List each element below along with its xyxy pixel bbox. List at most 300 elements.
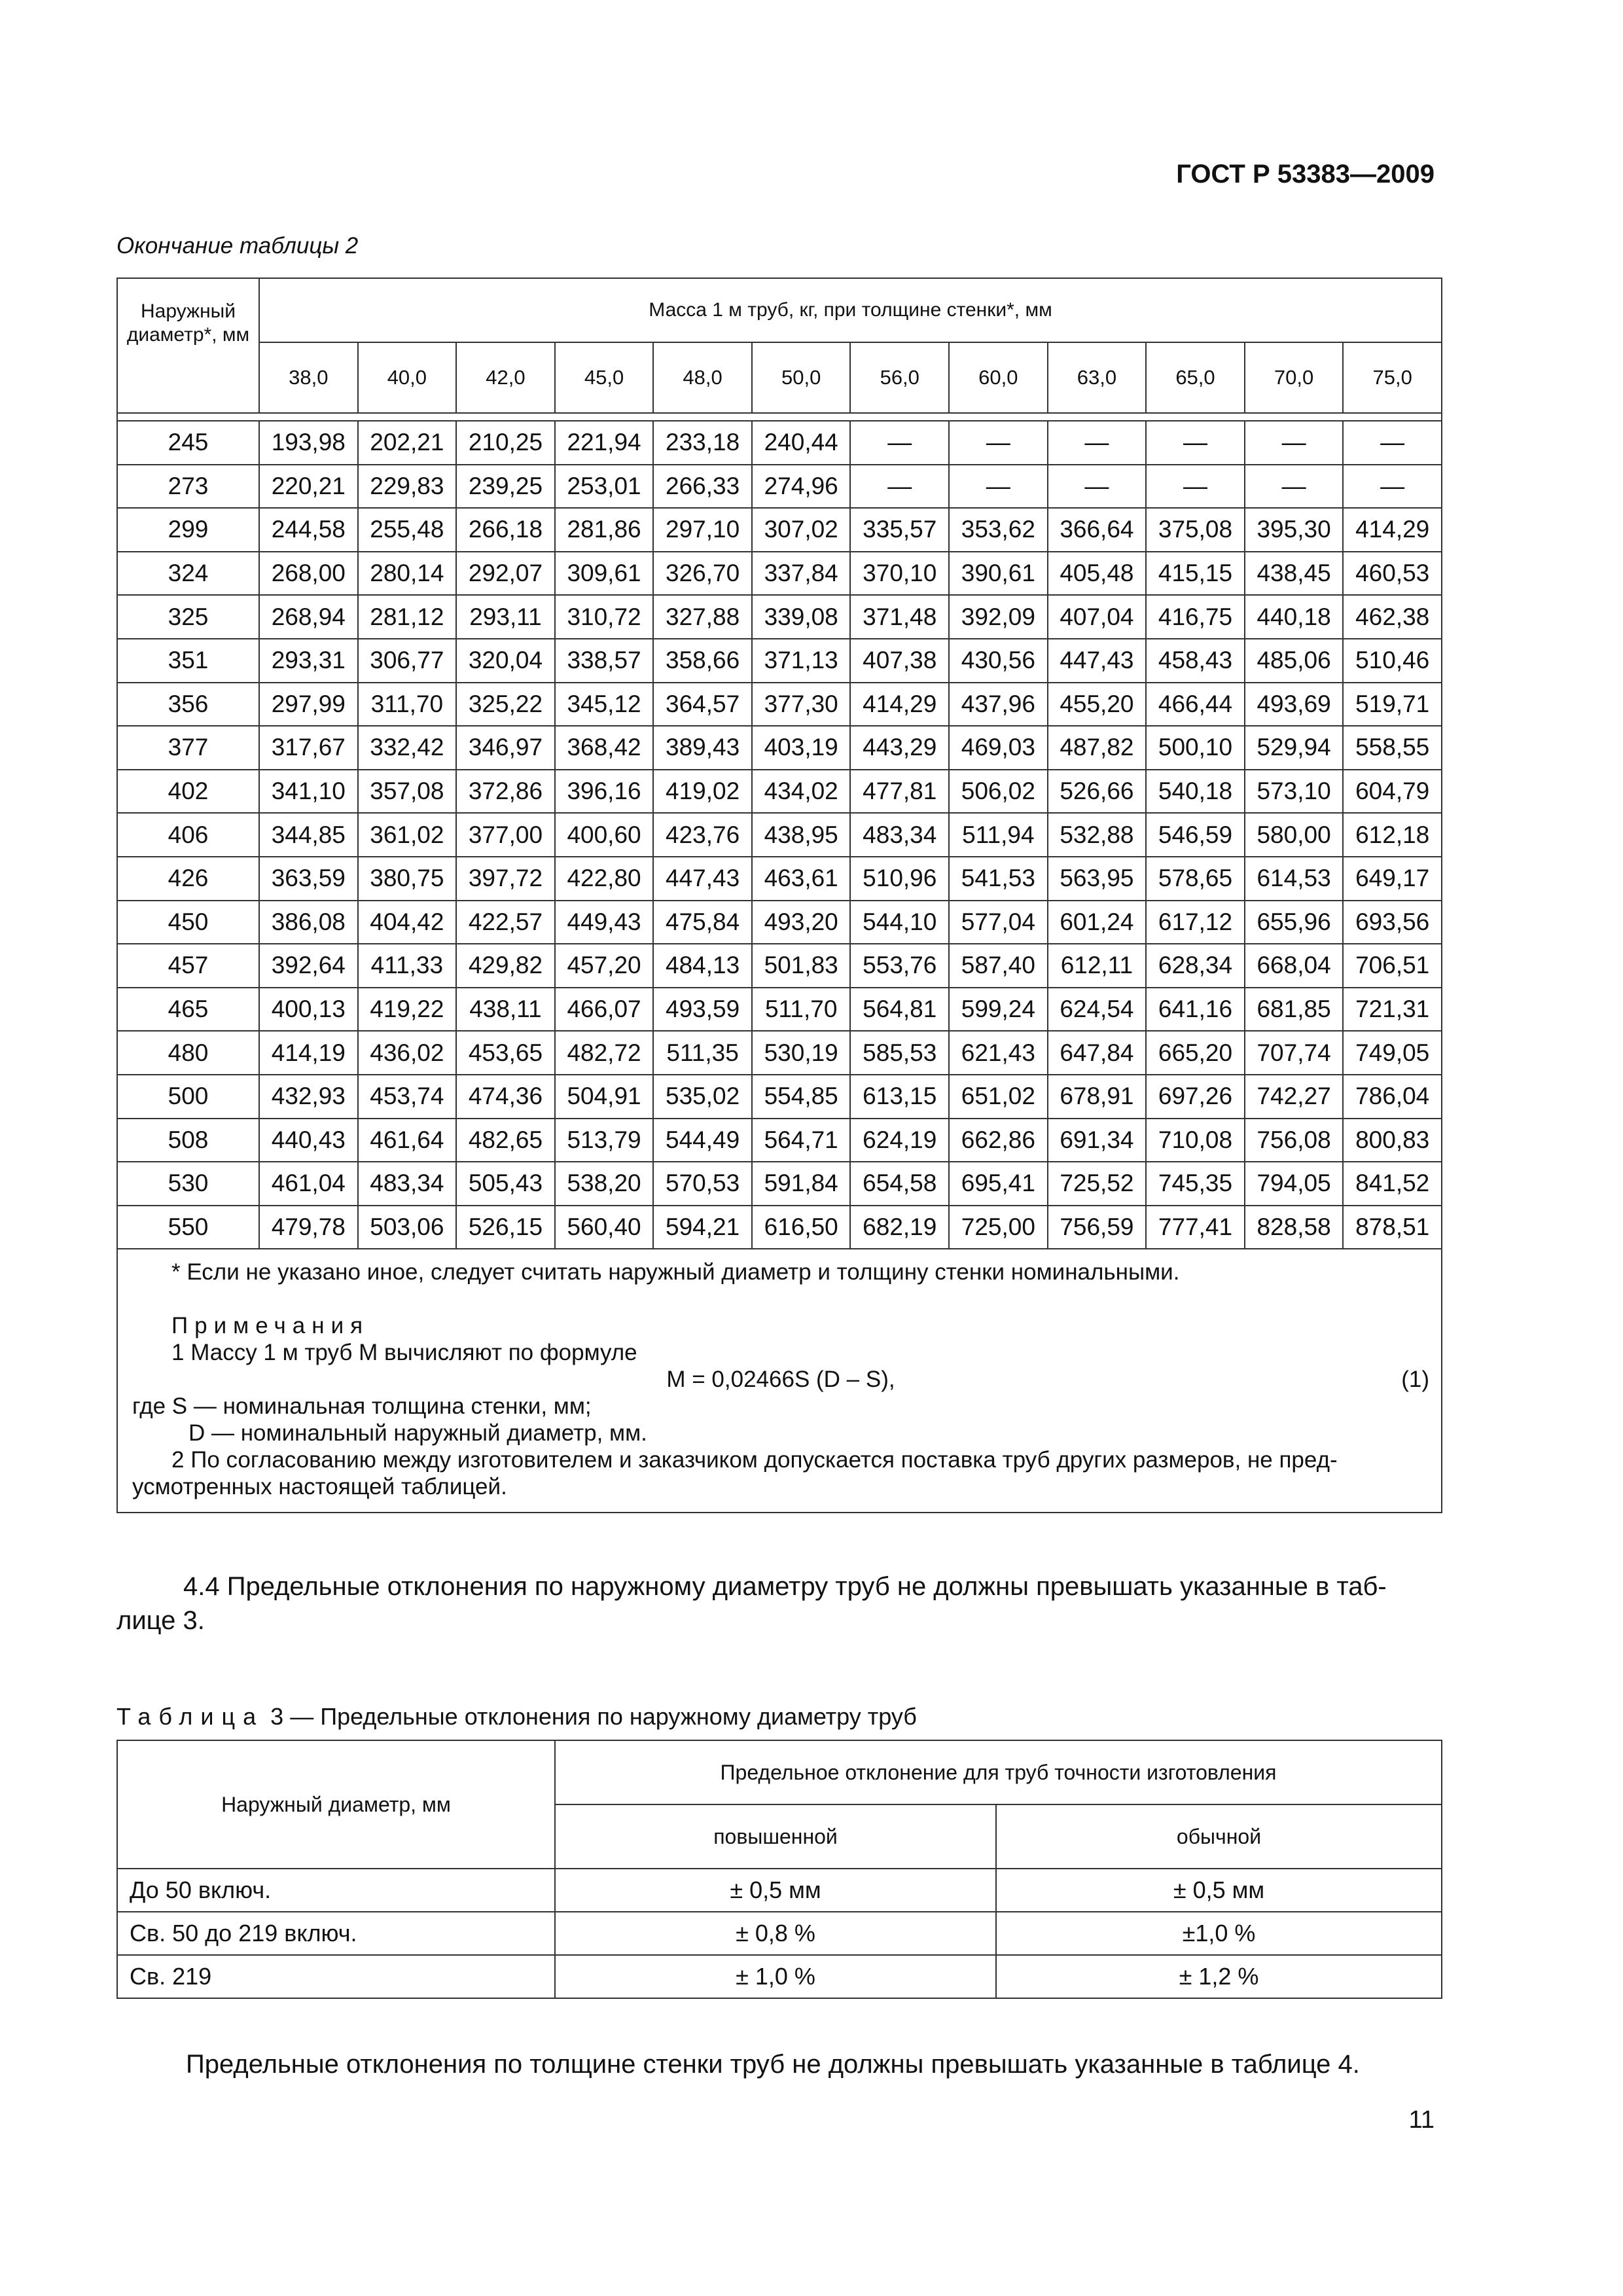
diameter-cell: 500 — [117, 1075, 259, 1119]
mass-cell: 404,42 — [358, 901, 457, 944]
mass-cell: 364,57 — [653, 683, 752, 726]
table-row — [117, 1075, 1442, 1119]
mass-cell: 554,85 — [752, 1075, 851, 1119]
mass-cell: 449,43 — [555, 901, 654, 944]
notes-heading: Примечания — [171, 1313, 370, 1339]
mass-cell: 293,31 — [259, 639, 358, 683]
mass-cell: 341,10 — [259, 770, 358, 814]
mass-cell: 292,07 — [456, 552, 555, 596]
table-continuation-caption: Окончание таблицы 2 — [116, 233, 359, 259]
table-row — [117, 639, 1442, 683]
mass-cell: 429,82 — [456, 944, 555, 988]
mass-cell: 530,19 — [752, 1031, 851, 1075]
mass-cell: 599,24 — [949, 988, 1048, 1031]
mass-cell: 693,56 — [1343, 901, 1442, 944]
mass-cell: 878,51 — [1343, 1206, 1442, 1249]
deviation-cell: ± 0,5 мм — [996, 1869, 1442, 1912]
mass-cell: 479,78 — [259, 1206, 358, 1249]
clause-4-4-line1: 4.4 Предельные отклонения по наружному диаметру труб не должны превышать указанные в таб- — [183, 1572, 1387, 1601]
deviation-table — [116, 1740, 1442, 1999]
table-row — [117, 595, 1442, 639]
mass-cell: 419,22 — [358, 988, 457, 1031]
mass-cell: 510,96 — [850, 857, 949, 901]
mass-cell: 577,04 — [949, 901, 1048, 944]
mass-cell: 641,16 — [1146, 988, 1245, 1031]
mass-cell: 745,35 — [1146, 1162, 1245, 1206]
diameter-cell: 426 — [117, 857, 259, 901]
mass-cell: 337,84 — [752, 552, 851, 596]
mass-cell: 392,09 — [949, 595, 1048, 639]
thickness-header: 42,0 — [456, 342, 555, 413]
diameter-cell: 325 — [117, 595, 259, 639]
mass-cell: 372,86 — [456, 770, 555, 814]
mass-cell: 749,05 — [1343, 1031, 1442, 1075]
mass-cell: 756,59 — [1048, 1206, 1147, 1249]
mass-cell: 493,59 — [653, 988, 752, 1031]
mass-cell: — — [1146, 421, 1245, 465]
mass-cell: 311,70 — [358, 683, 457, 726]
mass-cell: — — [1245, 421, 1344, 465]
mass-cell: 233,18 — [653, 421, 752, 465]
diameter-range-cell: До 50 включ. — [117, 1869, 555, 1912]
mass-cell: 419,02 — [653, 770, 752, 814]
mass-cell: 202,21 — [358, 421, 457, 465]
mass-cell: 457,20 — [555, 944, 654, 988]
mass-cell: 841,52 — [1343, 1162, 1442, 1206]
mass-cell: 484,13 — [653, 944, 752, 988]
mass-cell: 587,40 — [949, 944, 1048, 988]
mass-cell: 437,96 — [949, 683, 1048, 726]
diameter-cell: 550 — [117, 1206, 259, 1249]
table-row — [117, 813, 1442, 857]
mass-cell: 461,04 — [259, 1162, 358, 1206]
mass-cell: 371,13 — [752, 639, 851, 683]
mass-cell: 725,00 — [949, 1206, 1048, 1249]
diameter-cell: 457 — [117, 944, 259, 988]
mass-cell: 447,43 — [653, 857, 752, 901]
mass-cell: 395,30 — [1245, 508, 1344, 552]
mass-cell: 500,10 — [1146, 726, 1245, 770]
table3-title — [116, 1703, 917, 1731]
mass-cell: 423,76 — [653, 813, 752, 857]
mass-cell: 339,08 — [752, 595, 851, 639]
mass-cell: 368,42 — [555, 726, 654, 770]
mass-cell: — — [850, 421, 949, 465]
mass-cell: 460,53 — [1343, 552, 1442, 596]
table-notes — [117, 1249, 1442, 1513]
mass-cell: 721,31 — [1343, 988, 1442, 1031]
diameter-range-cell: Св. 50 до 219 включ. — [117, 1912, 555, 1955]
mass-cell: 628,34 — [1146, 944, 1245, 988]
mass-cell: 380,75 — [358, 857, 457, 901]
mass-cell: 397,72 — [456, 857, 555, 901]
mass-cell: 453,74 — [358, 1075, 457, 1119]
mass-cell: 544,49 — [653, 1119, 752, 1162]
table-row — [117, 1869, 1442, 1912]
mass-cell: 624,19 — [850, 1119, 949, 1162]
deviation-cell: ±1,0 % — [996, 1912, 1442, 1955]
mass-cell: 647,84 — [1048, 1031, 1147, 1075]
mass-cell: 513,79 — [555, 1119, 654, 1162]
mass-cell: 483,34 — [358, 1162, 457, 1206]
mass-cell: 293,11 — [456, 595, 555, 639]
t3-diameter-header: Наружный диаметр, мм — [117, 1740, 555, 1869]
mass-cell: 617,12 — [1146, 901, 1245, 944]
mass-cell: 493,69 — [1245, 683, 1344, 726]
mass-cell: 477,81 — [850, 770, 949, 814]
mass-cell: 493,20 — [752, 901, 851, 944]
mass-cell: 706,51 — [1343, 944, 1442, 988]
standard-code: ГОСТ Р 53383—2009 — [1176, 160, 1435, 188]
footnote: * Если не указано иное, следует считать наружный диаметр и толщину стенки номинальными. — [171, 1259, 1180, 1285]
mass-cell: 828,58 — [1245, 1206, 1344, 1249]
mass-cell: 462,38 — [1343, 595, 1442, 639]
mass-cell: 725,52 — [1048, 1162, 1147, 1206]
mass-cell: 353,62 — [949, 508, 1048, 552]
mass-cell: 281,86 — [555, 508, 654, 552]
mass-cell: 487,82 — [1048, 726, 1147, 770]
mass-cell: 604,79 — [1343, 770, 1442, 814]
diameter-cell: 402 — [117, 770, 259, 814]
mass-cell: — — [1048, 465, 1147, 509]
mass-cell: 297,99 — [259, 683, 358, 726]
mass-cell: 710,08 — [1146, 1119, 1245, 1162]
table-row — [117, 1162, 1442, 1206]
mass-cell: 564,81 — [850, 988, 949, 1031]
mass-cell: 553,76 — [850, 944, 949, 988]
mass-cell: 400,60 — [555, 813, 654, 857]
formula-line — [132, 1366, 1429, 1393]
diameter-cell: 299 — [117, 508, 259, 552]
mass-cell: 345,12 — [555, 683, 654, 726]
mass-cell: 371,48 — [850, 595, 949, 639]
mass-table — [116, 278, 1442, 1513]
mass-cell: 678,91 — [1048, 1075, 1147, 1119]
table3-title-word: Таблица — [116, 1703, 264, 1730]
mass-cell: 665,20 — [1146, 1031, 1245, 1075]
mass-cell: 458,43 — [1146, 639, 1245, 683]
mass-cell: 501,83 — [752, 944, 851, 988]
mass-cell: 624,54 — [1048, 988, 1147, 1031]
mass-cell: 375,08 — [1146, 508, 1245, 552]
mass-cell: 800,83 — [1343, 1119, 1442, 1162]
mass-cell: 422,57 — [456, 901, 555, 944]
mass-cell: 438,45 — [1245, 552, 1344, 596]
mass-cell: — — [1343, 421, 1442, 465]
mass-cell: 253,01 — [555, 465, 654, 509]
mass-cell: 392,64 — [259, 944, 358, 988]
mass-cell: 405,48 — [1048, 552, 1147, 596]
note-1: 1 Массу 1 м труб M вычисляют по формуле — [171, 1340, 637, 1366]
mass-cell: 538,20 — [555, 1162, 654, 1206]
mass-cell: 505,43 — [456, 1162, 555, 1206]
mass-cell: 469,03 — [949, 726, 1048, 770]
table-row — [117, 857, 1442, 901]
thickness-header: 48,0 — [653, 342, 752, 413]
diameter-cell: 273 — [117, 465, 259, 509]
mass-cell: 357,08 — [358, 770, 457, 814]
mass-cell: 440,18 — [1245, 595, 1344, 639]
mass-cell: 662,86 — [949, 1119, 1048, 1162]
mass-cell: 742,27 — [1245, 1075, 1344, 1119]
table-row — [117, 988, 1442, 1031]
mass-cell: 655,96 — [1245, 901, 1344, 944]
mass-cell: 240,44 — [752, 421, 851, 465]
mass-cell: 613,15 — [850, 1075, 949, 1119]
mass-cell: 434,02 — [752, 770, 851, 814]
mass-cell: 591,84 — [752, 1162, 851, 1206]
deviation-cell: ± 1,0 % — [555, 1955, 996, 1998]
mass-cell: 326,70 — [653, 552, 752, 596]
mass-cell: 601,24 — [1048, 901, 1147, 944]
wall-thickness-paragraph: Предельные отклонения по толщине стенки труб не должны превышать указанные в таблице 4. — [186, 2050, 1360, 2079]
mass-cell: 239,25 — [456, 465, 555, 509]
mass-cell: 229,83 — [358, 465, 457, 509]
mass-cell: 386,08 — [259, 901, 358, 944]
mass-cell: 594,21 — [653, 1206, 752, 1249]
page-number: 11 — [1408, 2106, 1435, 2134]
note-2: 2 По согласованию между изготовителем и заказчиком допускается поставка труб других размеров, не пред- — [171, 1447, 1338, 1473]
table-row — [117, 552, 1442, 596]
table-row — [117, 770, 1442, 814]
mass-cell: 541,53 — [949, 857, 1048, 901]
diameter-range-cell: Св. 219 — [117, 1955, 555, 1998]
diameter-cell: 450 — [117, 901, 259, 944]
diameter-cell: 324 — [117, 552, 259, 596]
t3-increased-header: повышенной — [555, 1804, 996, 1869]
mass-cell: 544,10 — [850, 901, 949, 944]
thickness-header: 45,0 — [555, 342, 654, 413]
mass-cell: 210,25 — [456, 421, 555, 465]
mass-cell: 274,96 — [752, 465, 851, 509]
mass-cell: 482,65 — [456, 1119, 555, 1162]
mass-cell: — — [850, 465, 949, 509]
mass-cell: 266,18 — [456, 508, 555, 552]
mass-cell: 466,07 — [555, 988, 654, 1031]
mass-cell: 268,94 — [259, 595, 358, 639]
mass-cell: 482,72 — [555, 1031, 654, 1075]
mass-cell: 403,19 — [752, 726, 851, 770]
mass-cell: 614,53 — [1245, 857, 1344, 901]
table-row — [117, 1031, 1442, 1075]
mass-cell: 390,61 — [949, 552, 1048, 596]
mass-cell: — — [1048, 421, 1147, 465]
mass-cell: 526,66 — [1048, 770, 1147, 814]
mass-cell: 691,34 — [1048, 1119, 1147, 1162]
mass-cell: 560,40 — [555, 1206, 654, 1249]
mass-cell: 377,30 — [752, 683, 851, 726]
table-row — [117, 421, 1442, 465]
mass-cell: 756,08 — [1245, 1119, 1344, 1162]
diameter-cell: 530 — [117, 1162, 259, 1206]
mass-cell: 440,43 — [259, 1119, 358, 1162]
mass-cell: — — [949, 465, 1048, 509]
mass-cell: 463,61 — [752, 857, 851, 901]
mass-cell: 475,84 — [653, 901, 752, 944]
mass-cell: 681,85 — [1245, 988, 1344, 1031]
mass-cell: 612,11 — [1048, 944, 1147, 988]
mass-cell: 361,02 — [358, 813, 457, 857]
diameter-cell: 480 — [117, 1031, 259, 1075]
mass-cell: 370,10 — [850, 552, 949, 596]
mass-cell: 432,93 — [259, 1075, 358, 1119]
mass-cell: 483,34 — [850, 813, 949, 857]
mass-cell: 309,61 — [555, 552, 654, 596]
mass-cell: 377,00 — [456, 813, 555, 857]
clause-4-4 — [116, 1570, 1442, 1638]
mass-cell: 682,19 — [850, 1206, 949, 1249]
mass-cell: 346,97 — [456, 726, 555, 770]
thickness-header: 60,0 — [949, 342, 1048, 413]
table-row — [117, 1119, 1442, 1162]
mass-cell: 389,43 — [653, 726, 752, 770]
mass-cell: 244,58 — [259, 508, 358, 552]
mass-cell: 503,06 — [358, 1206, 457, 1249]
t3-group-header: Предельное отклонение для труб точности изготовления — [555, 1740, 1442, 1804]
mass-cell: 268,00 — [259, 552, 358, 596]
mass-cell: 335,57 — [850, 508, 949, 552]
mass-cell: — — [1146, 465, 1245, 509]
mass-cell: 443,29 — [850, 726, 949, 770]
mass-cell: 511,70 — [752, 988, 851, 1031]
mass-cell: 415,15 — [1146, 552, 1245, 596]
thickness-header: 38,0 — [259, 342, 358, 413]
diameter-cell: 356 — [117, 683, 259, 726]
mass-cell: 529,94 — [1245, 726, 1344, 770]
mass-cell: 363,59 — [259, 857, 358, 901]
table-row — [117, 683, 1442, 726]
mass-cell: 786,04 — [1343, 1075, 1442, 1119]
mass-cell: 564,71 — [752, 1119, 851, 1162]
note-2-continued: усмотренных настоящей таблицей. — [132, 1474, 507, 1500]
mass-cell: 280,14 — [358, 552, 457, 596]
mass-cell: 649,17 — [1343, 857, 1442, 901]
mass-cell: 297,10 — [653, 508, 752, 552]
mass-cell: 612,18 — [1343, 813, 1442, 857]
mass-cell: 695,41 — [949, 1162, 1048, 1206]
mass-cell: 416,75 — [1146, 595, 1245, 639]
mass-cell: 407,04 — [1048, 595, 1147, 639]
mass-cell: 511,35 — [653, 1031, 752, 1075]
clause-4-4-line2: лице 3. — [116, 1606, 205, 1635]
table-row — [117, 726, 1442, 770]
mass-cell: 697,26 — [1146, 1075, 1245, 1119]
thickness-header: 65,0 — [1146, 342, 1245, 413]
thickness-header: 63,0 — [1048, 342, 1147, 413]
header-separator — [117, 413, 1442, 421]
outer-diameter-header: Наружный диаметр*, мм — [117, 278, 259, 413]
mass-cell: 578,65 — [1146, 857, 1245, 901]
mass-cell: 511,94 — [949, 813, 1048, 857]
thickness-header: 50,0 — [752, 342, 851, 413]
mass-cell: 414,29 — [1343, 508, 1442, 552]
diameter-cell: 245 — [117, 421, 259, 465]
mass-cell: 461,64 — [358, 1119, 457, 1162]
thickness-header: 70,0 — [1245, 342, 1344, 413]
mass-cell: 320,04 — [456, 639, 555, 683]
mass-cell: 317,67 — [259, 726, 358, 770]
mass-cell: 327,88 — [653, 595, 752, 639]
diameter-cell: 465 — [117, 988, 259, 1031]
mass-cell: 447,43 — [1048, 639, 1147, 683]
mass-cell: 307,02 — [752, 508, 851, 552]
diameter-cell: 406 — [117, 813, 259, 857]
mass-cell: 396,16 — [555, 770, 654, 814]
mass-cell: 221,94 — [555, 421, 654, 465]
mass-cell: 266,33 — [653, 465, 752, 509]
mass-cell: 573,10 — [1245, 770, 1344, 814]
mass-cell: 407,38 — [850, 639, 949, 683]
mass-cell: 338,57 — [555, 639, 654, 683]
deviation-cell: ± 0,5 мм — [555, 1869, 996, 1912]
mass-group-header: Масса 1 м труб, кг, при толщине стенки*, мм — [259, 278, 1442, 342]
table3-title-rest: 3 — Предельные отклонения по наружному диаметру труб — [270, 1703, 917, 1730]
mass-cell: 306,77 — [358, 639, 457, 683]
mass-cell: 535,02 — [653, 1075, 752, 1119]
mass-cell: 621,43 — [949, 1031, 1048, 1075]
mass-cell: 510,46 — [1343, 639, 1442, 683]
mass-cell: 325,22 — [456, 683, 555, 726]
mass-cell: 466,44 — [1146, 683, 1245, 726]
mass-cell: 438,95 — [752, 813, 851, 857]
mass-cell: 358,66 — [653, 639, 752, 683]
diameter-cell: 351 — [117, 639, 259, 683]
thickness-header: 40,0 — [358, 342, 457, 413]
mass-cell: 668,04 — [1245, 944, 1344, 988]
mass-cell: 414,19 — [259, 1031, 358, 1075]
mass-cell: 532,88 — [1048, 813, 1147, 857]
t3-ordinary-header: обычной — [996, 1804, 1442, 1869]
mass-cell: 411,33 — [358, 944, 457, 988]
mass-cell: 400,13 — [259, 988, 358, 1031]
mass-cell: 332,42 — [358, 726, 457, 770]
deviation-cell: ± 0,8 % — [555, 1912, 996, 1955]
diameter-cell: 377 — [117, 726, 259, 770]
mass-cell: 546,59 — [1146, 813, 1245, 857]
mass-cell: 220,21 — [259, 465, 358, 509]
mass-cell: 485,06 — [1245, 639, 1344, 683]
mass-cell: 455,20 — [1048, 683, 1147, 726]
table-row — [117, 1912, 1442, 1955]
mass-cell: 616,50 — [752, 1206, 851, 1249]
mass-cell: 436,02 — [358, 1031, 457, 1075]
table-row — [117, 465, 1442, 509]
deviation-cell: ± 1,2 % — [996, 1955, 1442, 1998]
mass-cell: 438,11 — [456, 988, 555, 1031]
mass-cell: — — [949, 421, 1048, 465]
formula: M = 0,02466S (D – S), — [666, 1367, 895, 1393]
mass-cell: 281,12 — [358, 595, 457, 639]
mass-cell: 344,85 — [259, 813, 358, 857]
mass-cell: 430,56 — [949, 639, 1048, 683]
mass-cell: 504,91 — [555, 1075, 654, 1119]
table-row — [117, 944, 1442, 988]
mass-cell: 794,05 — [1245, 1162, 1344, 1206]
formula-number: (1) — [1401, 1367, 1429, 1393]
mass-cell: 453,65 — [456, 1031, 555, 1075]
table-row — [117, 1206, 1442, 1249]
mass-cell: 422,80 — [555, 857, 654, 901]
mass-cell: 474,36 — [456, 1075, 555, 1119]
mass-cell: 506,02 — [949, 770, 1048, 814]
mass-cell: 563,95 — [1048, 857, 1147, 901]
mass-cell: 580,00 — [1245, 813, 1344, 857]
mass-cell: 414,29 — [850, 683, 949, 726]
table-row — [117, 901, 1442, 944]
mass-cell: 366,64 — [1048, 508, 1147, 552]
mass-cell: 558,55 — [1343, 726, 1442, 770]
mass-cell: 310,72 — [555, 595, 654, 639]
